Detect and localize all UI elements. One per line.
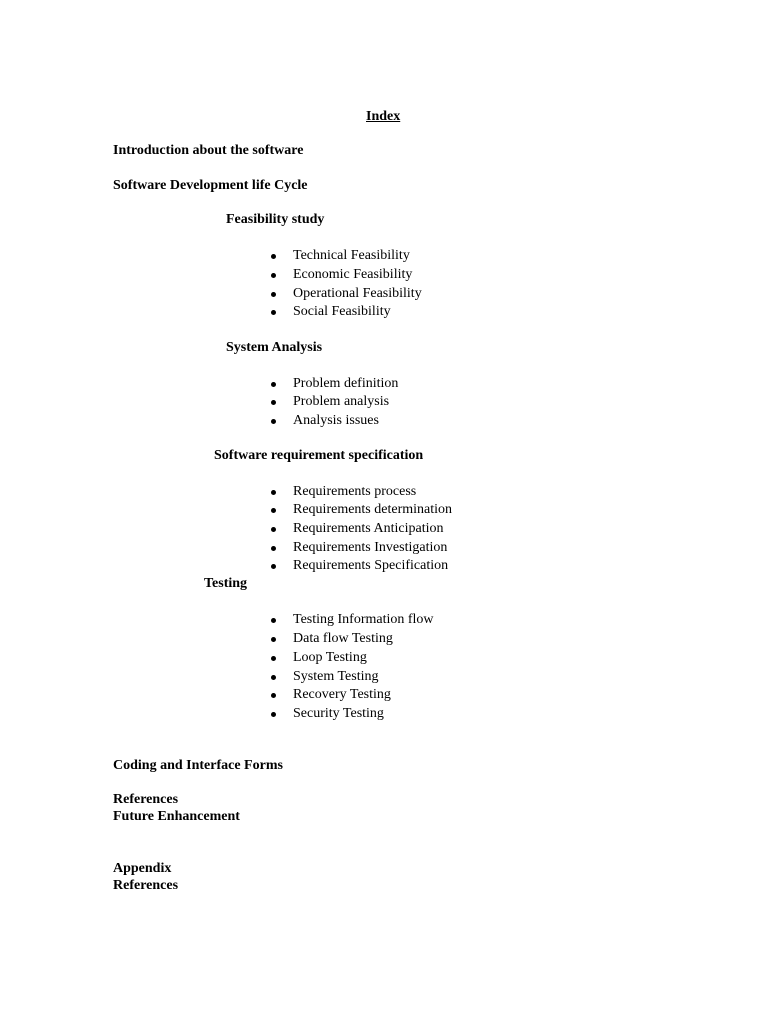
list-item: Testing Information flow xyxy=(293,612,434,627)
list-item: Data flow Testing xyxy=(293,631,393,646)
bullet-icon xyxy=(271,675,276,680)
heading-introduction: Introduction about the software xyxy=(113,143,304,158)
bullet-icon xyxy=(271,693,276,698)
list-item: Technical Feasibility xyxy=(293,248,410,263)
list-item: Analysis issues xyxy=(293,413,379,428)
heading-appendix: Appendix xyxy=(113,861,172,876)
bullet-icon xyxy=(271,564,276,569)
page-title: Index xyxy=(366,109,401,124)
bullet-icon xyxy=(271,310,276,315)
bullet-icon xyxy=(271,292,276,297)
bullet-icon xyxy=(271,527,276,532)
bullet-icon xyxy=(271,637,276,642)
list-item: Requirements Investigation xyxy=(293,540,448,555)
list-item: Loop Testing xyxy=(293,650,367,665)
list-item: Operational Feasibility xyxy=(293,286,422,301)
list-item: Requirements process xyxy=(293,484,417,499)
heading-system-analysis: System Analysis xyxy=(226,340,323,355)
heading-testing: Testing xyxy=(204,576,248,591)
bullet-icon xyxy=(271,382,276,387)
heading-coding-interface-forms: Coding and Interface Forms xyxy=(113,758,283,773)
list-item: Economic Feasibility xyxy=(293,267,413,282)
list-item: Recovery Testing xyxy=(293,687,391,702)
heading-references-appendix: References xyxy=(113,878,179,893)
list-item: Security Testing xyxy=(293,706,384,721)
heading-feasibility-study: Feasibility study xyxy=(226,212,325,227)
list-item: Social Feasibility xyxy=(293,304,391,319)
bullet-icon xyxy=(271,656,276,661)
bullet-icon xyxy=(271,490,276,495)
list-item: Problem analysis xyxy=(293,394,390,409)
list-item: System Testing xyxy=(293,669,379,684)
list-item: Requirements Anticipation xyxy=(293,521,444,536)
bullet-icon xyxy=(271,712,276,717)
bullet-icon xyxy=(271,546,276,551)
bullet-icon xyxy=(271,508,276,513)
bullet-icon xyxy=(271,273,276,278)
bullet-icon xyxy=(271,254,276,259)
bullet-icon xyxy=(271,419,276,424)
heading-references: References xyxy=(113,792,179,807)
heading-sdlc: Software Development life Cycle xyxy=(113,178,308,193)
list-item: Problem definition xyxy=(293,376,399,391)
bullet-icon xyxy=(271,618,276,623)
list-item: Requirements Specification xyxy=(293,558,449,573)
bullet-icon xyxy=(271,400,276,405)
heading-software-requirement-specification: Software requirement specification xyxy=(214,448,424,463)
list-item: Requirements determination xyxy=(293,502,453,517)
heading-future-enhancement: Future Enhancement xyxy=(113,809,240,824)
